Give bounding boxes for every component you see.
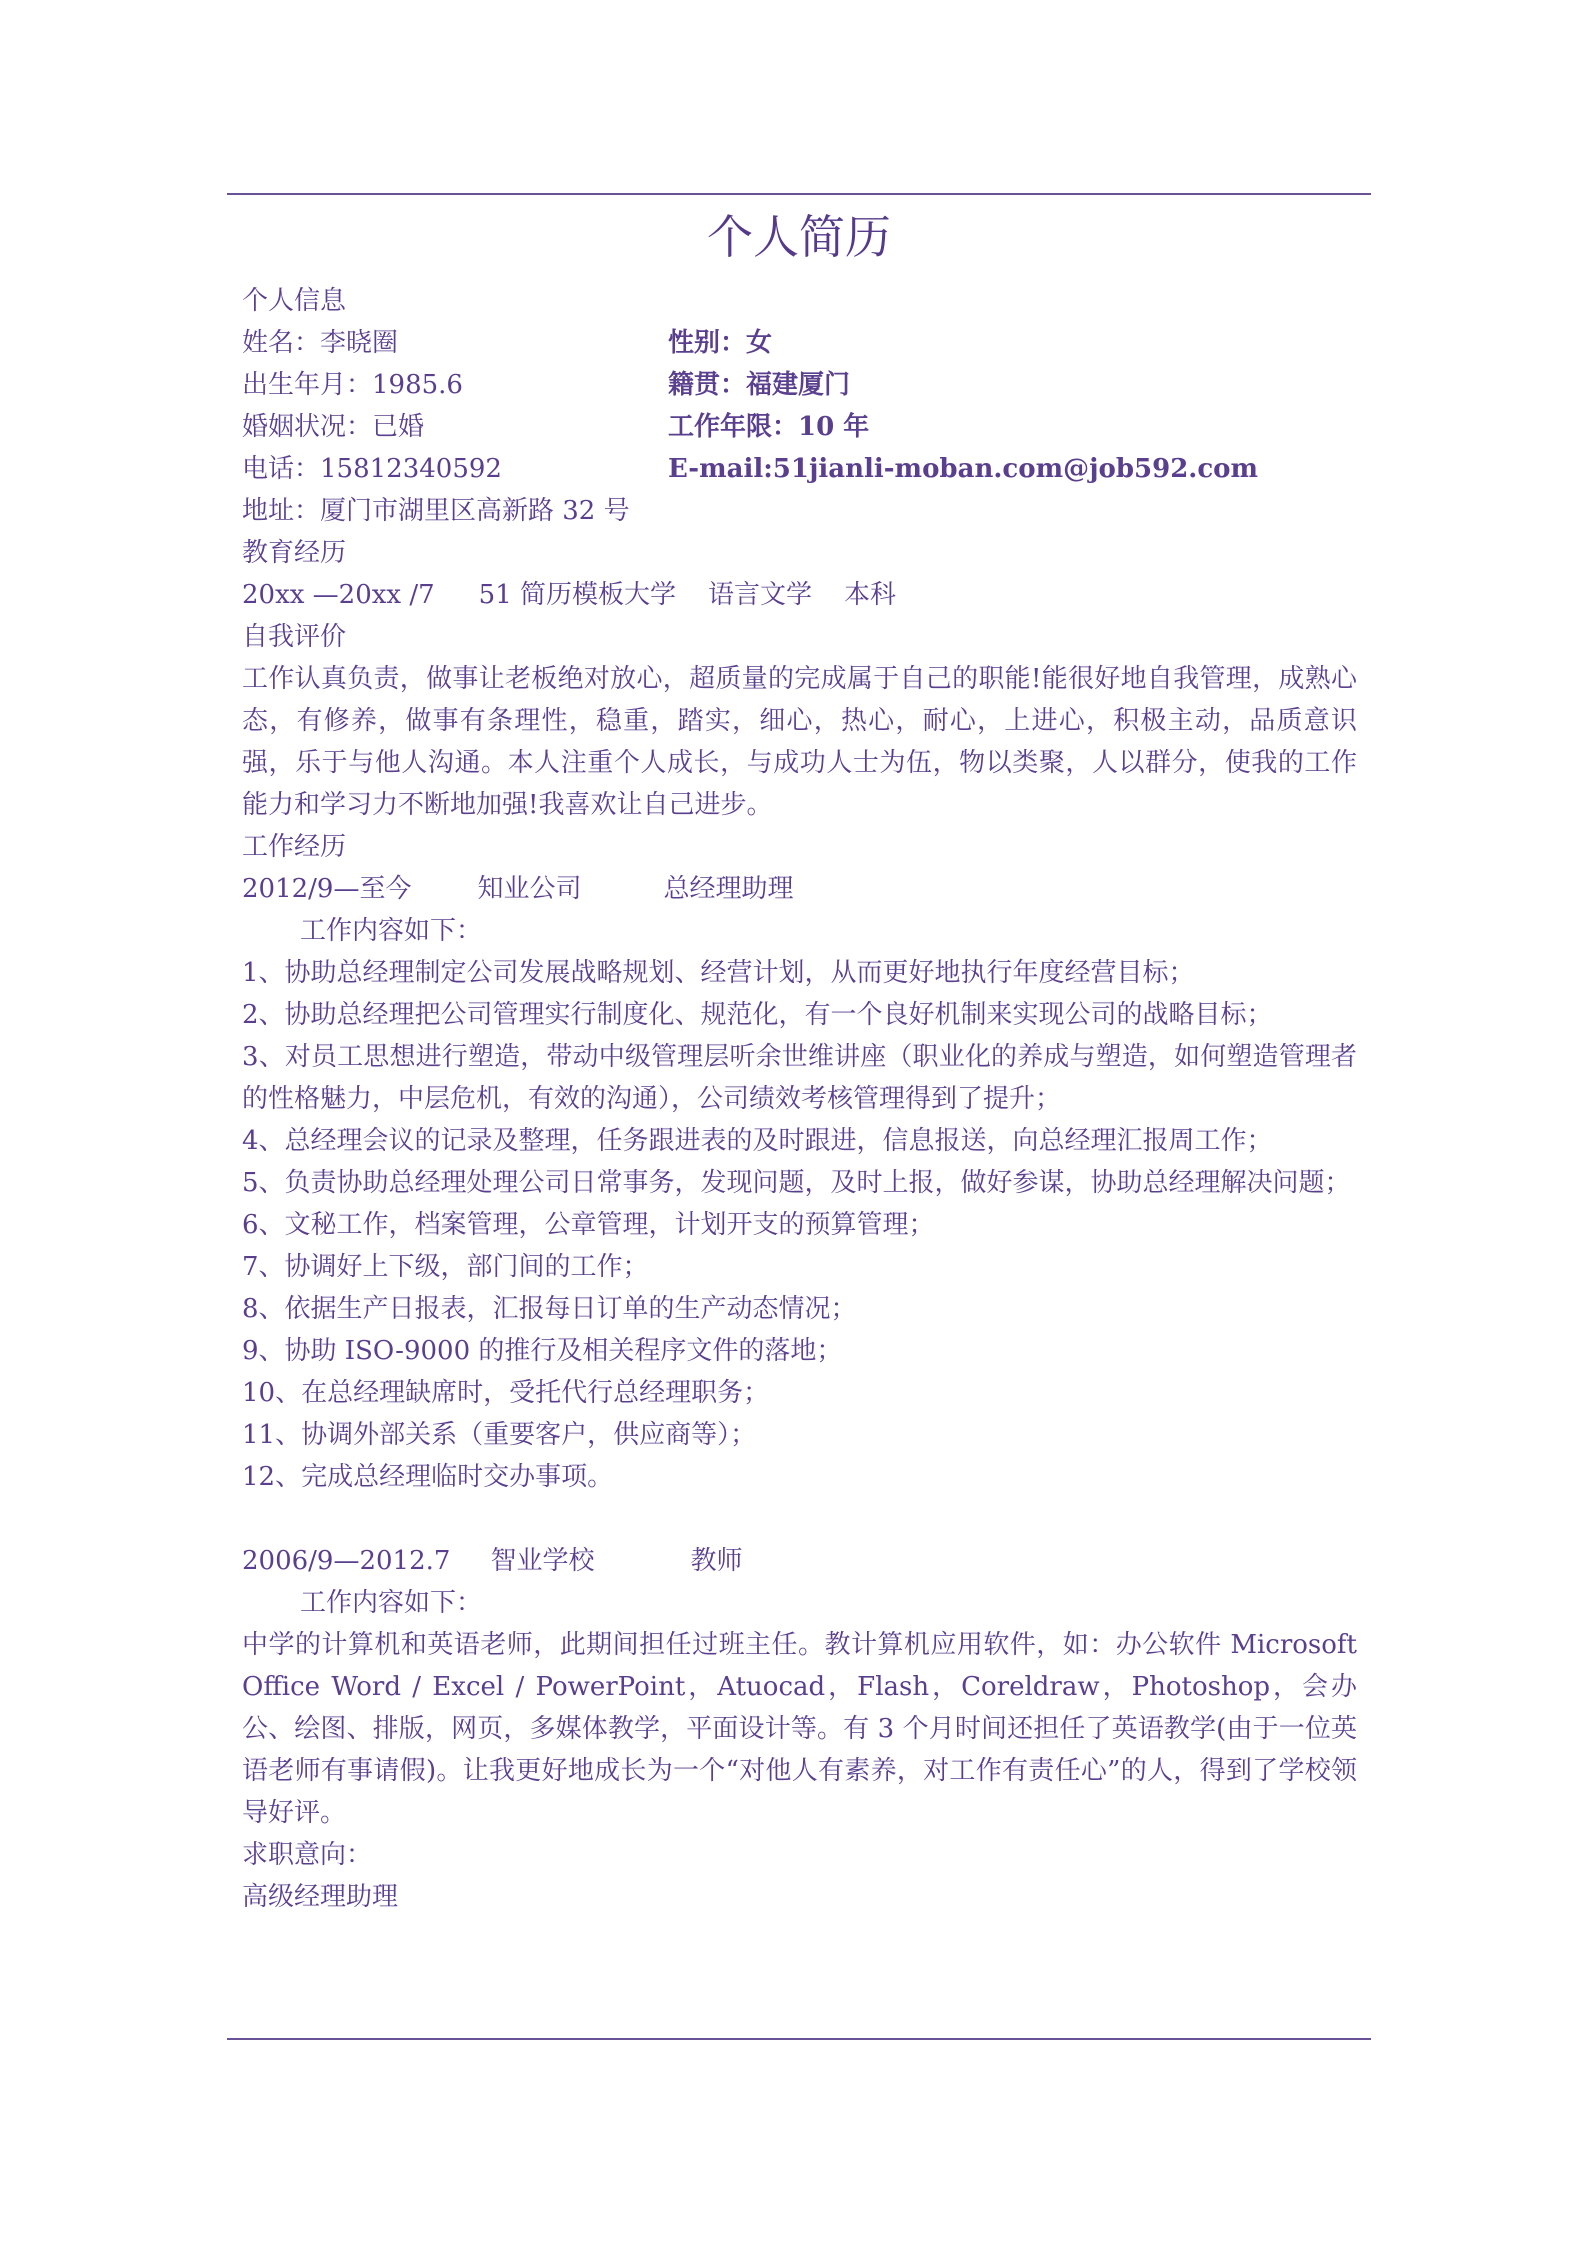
resume-content bbox=[242, 280, 1357, 1918]
personal-heading: 个人信息 bbox=[242, 286, 347, 316]
info-row-3 bbox=[242, 406, 1357, 448]
info-row-2 bbox=[242, 364, 1357, 406]
top-divider bbox=[227, 193, 1371, 195]
job-1-item-8: 8、依据生产日报表，汇报每日订单的生产动态情况； bbox=[242, 1294, 857, 1324]
education-entry bbox=[242, 574, 1357, 616]
job-1-header bbox=[242, 868, 1357, 910]
job-1-item-1: 1、协助总经理制定公司发展战略规划、经营计划，从而更好地执行年度经营目标； bbox=[242, 958, 1195, 988]
info-row-4 bbox=[242, 448, 1357, 490]
education-degree: 本科 bbox=[844, 580, 897, 610]
job-1-period: 2012/9—至今 bbox=[242, 874, 412, 904]
job-1-content-label: 工作内容如下： bbox=[300, 916, 483, 946]
objective-heading: 求职意向： bbox=[242, 1840, 373, 1870]
work-heading: 工作经历 bbox=[242, 832, 347, 862]
job-1-company: 知业公司 bbox=[477, 874, 582, 904]
phone-field: 电话：15812340592 bbox=[242, 454, 502, 484]
job-spacer bbox=[242, 1498, 1357, 1540]
page-title: 个人简历 bbox=[707, 210, 891, 264]
job-2-company: 智业学校 bbox=[490, 1546, 595, 1576]
info-row-1 bbox=[242, 322, 1357, 364]
education-period: 20xx —20xx /7 bbox=[242, 580, 435, 610]
job-1-item-12: 12、完成总经理临时交办事项。 bbox=[242, 1462, 614, 1492]
job-2-header bbox=[242, 1540, 1357, 1582]
job-1-item-9: 9、协助 ISO-9000 的推行及相关程序文件的落地； bbox=[242, 1336, 843, 1366]
name-field: 姓名：李晓圈 bbox=[242, 328, 399, 358]
education-heading: 教育经历 bbox=[242, 538, 347, 568]
email-field: E-mail:51jianli-moban.com@job592.com bbox=[668, 454, 1259, 484]
self-eval-heading: 自我评价 bbox=[242, 622, 347, 652]
job-1-item-5: 5、负责协助总经理处理公司日常事务，发现问题，及时上报，做好参谋，协助总经理解决问题； bbox=[242, 1168, 1351, 1198]
birth-field: 出生年月：1985.6 bbox=[242, 370, 463, 400]
job-2-position: 教师 bbox=[690, 1546, 743, 1576]
gender-field: 性别：女 bbox=[668, 328, 773, 358]
education-major: 语言文学 bbox=[708, 580, 813, 610]
objective-value: 高级经理助理 bbox=[242, 1882, 399, 1912]
job-2-content-label: 工作内容如下： bbox=[300, 1588, 483, 1618]
job-1-item-2: 2、协助总经理把公司管理实行制度化、规范化，有一个良好机制来实现公司的战略目标； bbox=[242, 1000, 1273, 1030]
marital-field: 婚姻状况：已婚 bbox=[242, 412, 425, 442]
job-1-item-4: 4、总经理会议的记录及整理，任务跟进表的及时跟进，信息报送，向总经理汇报周工作； bbox=[242, 1126, 1273, 1156]
job-1-item-3: 3、对员工思想进行塑造，带动中级管理层听余世维讲座（职业化的养成与塑造，如何塑造管理者的性格魅力，中层危机，有效的沟通），公司绩效考核管理得到了提升； bbox=[242, 1042, 1357, 1114]
education-school: 51 简历模板大学 bbox=[478, 580, 677, 610]
job-1-item-6: 6、文秘工作，档案管理，公章管理，计划开支的预算管理； bbox=[242, 1210, 935, 1240]
years-field: 工作年限：10 年 bbox=[668, 412, 870, 442]
self-eval-text: 工作认真负责，做事让老板绝对放心，超质量的完成属于自己的职能!能很好地自我管理，成熟心态，有修养，做事有条理性，稳重，踏实，细心，热心，耐心，上进心，积极主动，品质意识强，乐于与他人沟通。本人注重个人成长，与成功人士为伍，物以类聚，人以群分，使我的工作能力和学习力不断地加强!我喜欢让自己进步。 bbox=[242, 664, 1357, 820]
job-2-period: 2006/9—2012.7 bbox=[242, 1546, 451, 1576]
address-field: 地址：厦门市湖里区高新路 32 号 bbox=[242, 496, 630, 526]
bottom-divider bbox=[227, 2038, 1371, 2040]
job-1-item-11: 11、协调外部关系（重要客户，供应商等）； bbox=[242, 1420, 757, 1450]
origin-field: 籍贯：福建厦门 bbox=[668, 370, 851, 400]
job-1-position: 总经理助理 bbox=[663, 874, 794, 904]
job-1-item-7: 7、协调好上下级，部门间的工作； bbox=[242, 1252, 649, 1282]
job-1-item-10: 10、在总经理缺席时，受托代行总经理职务； bbox=[242, 1378, 770, 1408]
job-2-description: 中学的计算机和英语老师，此期间担任过班主任。教计算机应用软件，如：办公软件 Microsoft Office Word / Excel / PowerPoint，Atuocad，Flash，Coreldraw，Photoshop，会办公、绘图、排版，网页，多媒体教学，平面设计等。有 3 个月时间还担任了英语教学(由于一位英语老师有事请假)。让我更好地成长为一个“对他人有素养，对工作有责任心”的人，得到了学校领导好评。 bbox=[242, 1630, 1357, 1828]
